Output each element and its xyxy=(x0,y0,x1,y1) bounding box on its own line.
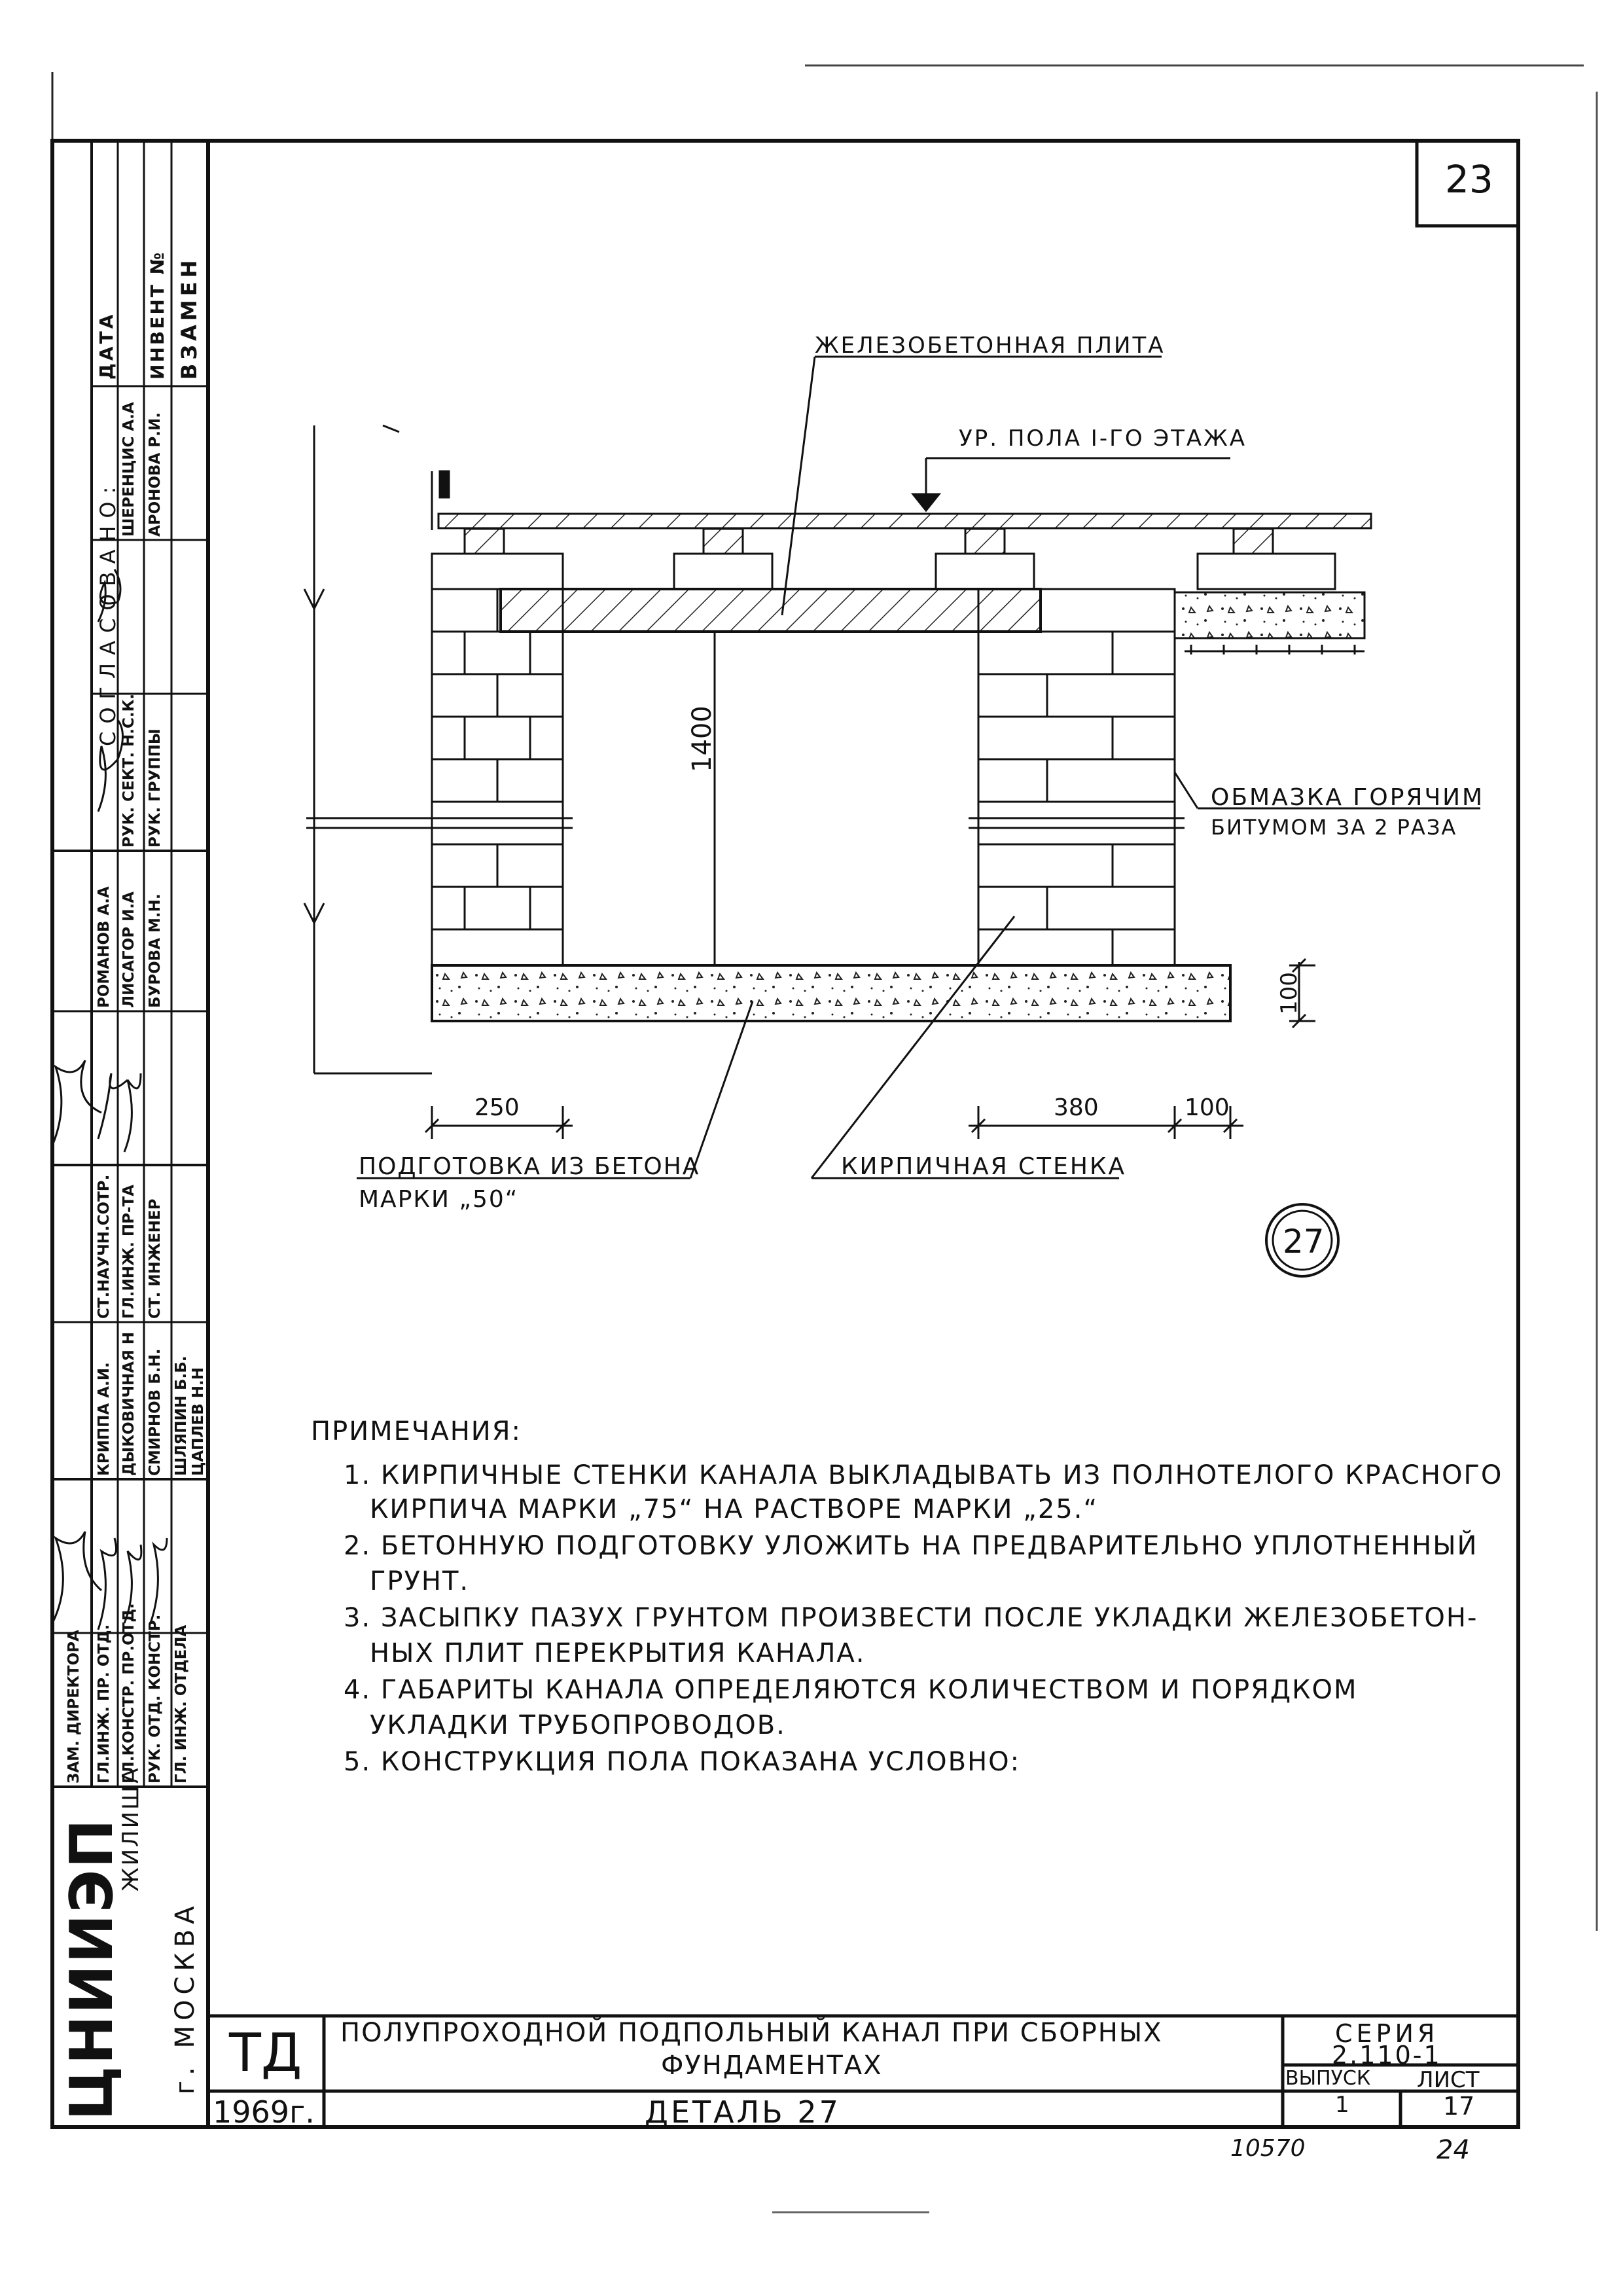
stamp-st-inzh: СТ. ИНЖЕНЕР xyxy=(147,1198,164,1319)
coating-label-2: БИТУМОМ ЗА 2 РАЗА xyxy=(1211,815,1457,840)
stamp-agreed: СОГЛАСОВАНО: xyxy=(96,478,120,746)
tb-series-label: СЕРИЯ xyxy=(1335,2019,1439,2048)
stamp-replaces: ВЗАМЕН xyxy=(177,256,202,380)
stamp-shlyapin: ШЛЯПИН Б.Б. xyxy=(173,1355,190,1476)
note-line: КИРПИЧА МАРКИ „75“ НА РАСТВОРЕ МАРКИ „25.“ xyxy=(370,1494,1099,1524)
note-line: УКЛАДКИ ТРУБОПРОВОДОВ. xyxy=(370,1710,786,1740)
tb-issue-label: ВЫПУСК xyxy=(1285,2067,1371,2090)
tb-title-1: ПОЛУПРОХОДНОЙ ПОДПОЛЬНЫЙ КАНАЛ ПРИ СБОРНЫХ xyxy=(340,2018,1163,2048)
stamp-burova: БУРОВА М.Н. xyxy=(147,893,164,1008)
sheet-number: 23 xyxy=(1445,157,1493,202)
tb-inv-number: 10570 xyxy=(1230,2135,1306,2162)
tb-detail: ДЕТАЛЬ 27 xyxy=(645,2094,841,2130)
tb-year: 1969г. xyxy=(213,2094,315,2130)
note-line: 1. КИРПИЧНЫЕ СТЕНКИ КАНАЛА ВЫКЛАДЫВАТЬ ИЗ ПОЛНОТЕЛОГО КРАСНОГО xyxy=(344,1460,1503,1490)
stamp-gl-inzh-otdela: ГЛ. ИНЖ. ОТДЕЛА xyxy=(173,1624,190,1784)
stamp-ruk-otd: РУК. ОТД. КОНСТР. xyxy=(147,1614,164,1784)
concrete-label-1: ПОДГОТОВКА ИЗ БЕТОНА xyxy=(359,1153,700,1180)
dim-100-bottom-label: 100 xyxy=(1185,1094,1230,1121)
detail-number: 27 xyxy=(1283,1223,1325,1261)
dim-250-label: 250 xyxy=(474,1094,520,1121)
tb-sheet-label: ЛИСТ xyxy=(1417,2067,1480,2093)
stamp-inv: ИНВЕНТ № xyxy=(147,250,168,380)
stamp-date: ДАТА xyxy=(96,312,117,380)
note-line: НЫХ ПЛИТ ПЕРЕКРЫТИЯ КАНАЛА. xyxy=(370,1638,866,1668)
coating-label-1: ОБМАЗКА ГОРЯЧИМ xyxy=(1211,784,1485,811)
tb-issue-value: 1 xyxy=(1335,2092,1349,2118)
note-line: ГРУНТ. xyxy=(370,1566,470,1596)
brick-wall-label: КИРПИЧНАЯ СТЕНКА xyxy=(841,1153,1127,1180)
stamp-ruk-grup: РУК. ГРУППЫ xyxy=(147,728,164,848)
stamp-gl-inzh-prta: ГЛ.ИНЖ. ПР-ТА xyxy=(120,1184,137,1319)
stamp-org: ЦНИИЭП xyxy=(58,1818,126,2121)
concrete-label-2: МАРКИ „50“ xyxy=(359,1186,519,1213)
stamp-org-sub: ЖИЛИЩА xyxy=(118,1766,144,1892)
stamp-smirnov: СМИРНОВ Б.Н. xyxy=(147,1348,164,1476)
stamp-gl-inzh-pr-otd: ГЛ.ИНЖ. ПР. ОТД. xyxy=(96,1624,113,1784)
tb-page-number: 24 xyxy=(1436,2135,1470,2165)
note-line: 3. ЗАСЫПКУ ПАЗУХ ГРУНТОМ ПРОИЗВЕСТИ ПОСЛЕ УКЛАДКИ ЖЕЛЕЗОБЕТОН- xyxy=(344,1603,1478,1633)
dim-380-label: 380 xyxy=(1054,1094,1099,1121)
slab-label: ЖЕЛЕЗОБЕТОННАЯ ПЛИТА xyxy=(815,332,1166,359)
stamp-aronova: АРОНОВА Р.И. xyxy=(147,412,164,537)
stamp-dykovichnaya: ДЫКОВИЧНАЯ Н xyxy=(120,1331,137,1476)
notes-title: ПРИМЕЧАНИЯ: xyxy=(311,1416,522,1446)
stamp-ruk-sekt: РУК. СЕКТ. Н.С.К. xyxy=(120,693,137,848)
stamp-sherentsis: ШЕРЕНЦИС А.А xyxy=(120,402,137,537)
note-line: 5. КОНСТРУКЦИЯ ПОЛА ПОКАЗАНА УСЛОВНО: xyxy=(344,1747,1021,1777)
stamp-city: г. МОСКВА xyxy=(170,1901,200,2094)
stamp-st-nauch: СТ.НАУЧН.СОТР. xyxy=(96,1174,113,1319)
stamp-gl-konstr: ГЛ.КОНСТР. ПР.ОТД. xyxy=(120,1603,137,1784)
floor-level-label: УР. ПОЛА I-ГО ЭТАЖА xyxy=(959,425,1247,452)
stamp-lisagor: ЛИСАГОР И.А xyxy=(120,891,137,1008)
tb-sheet-value: 17 xyxy=(1443,2092,1475,2121)
stamp-tsaplev: ЦАПЛЕВ Н.Н xyxy=(190,1367,207,1476)
stamp-romanov: РОМАНОВ А.А xyxy=(96,886,113,1008)
tb-series-value: 2.110-1 xyxy=(1332,2041,1442,2070)
tb-title-2: ФУНДАМЕНТАХ xyxy=(661,2051,883,2081)
note-line: 4. ГАБАРИТЫ КАНАЛА ОПРЕДЕЛЯЮТСЯ КОЛИЧЕСТВОМ И ПОРЯДКОМ xyxy=(344,1675,1358,1705)
note-line: 2. БЕТОННУЮ ПОДГОТОВКУ УЛОЖИТЬ НА ПРЕДВАРИТЕЛЬНО УПЛОТНЕННЫЙ xyxy=(344,1531,1478,1561)
stamp-krippa: КРИППА А.И. xyxy=(96,1362,113,1476)
dim-height-label: 1400 xyxy=(687,706,717,772)
stamp-zam-dir: ЗАМ. ДИРЕКТОРА xyxy=(65,1630,82,1784)
dim-100-right-label: 100 xyxy=(1276,972,1302,1014)
tb-td: ТД xyxy=(229,2022,302,2083)
